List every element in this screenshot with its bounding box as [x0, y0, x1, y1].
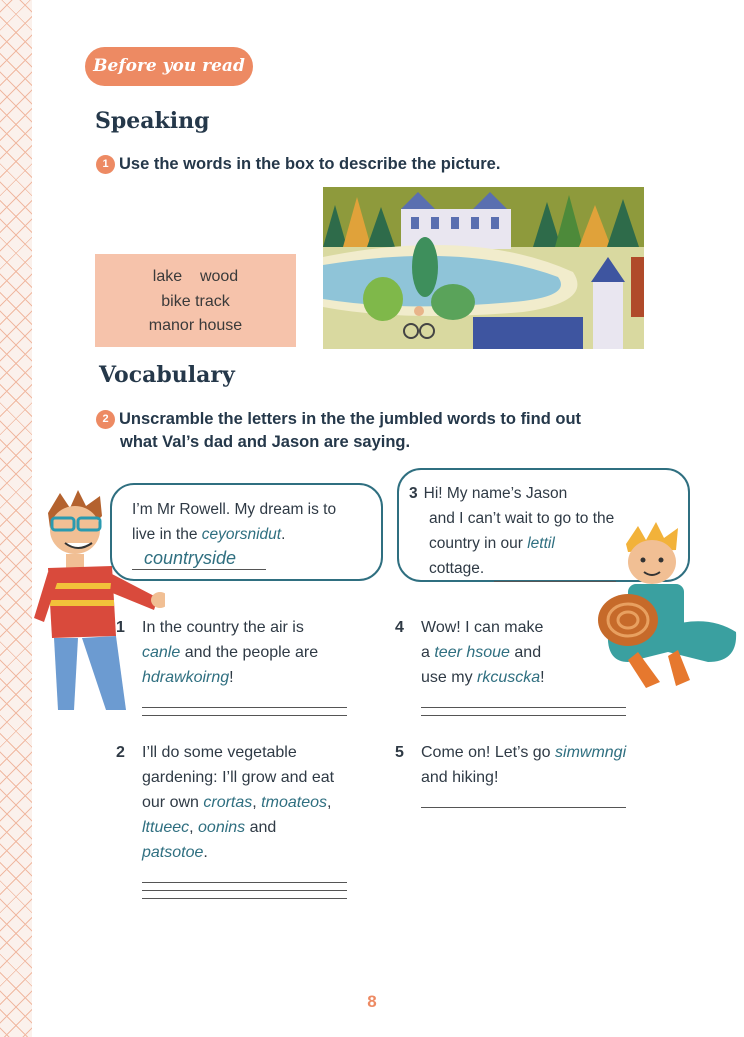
answer-line [142, 882, 347, 883]
jumbled-word: crortas [203, 794, 253, 811]
jumbled-word: lettil [527, 535, 555, 552]
exercise-text: gardening: I’ll grow and eat [142, 769, 335, 786]
speaking-instruction [96, 153, 500, 176]
word-item: manor house [148, 317, 243, 334]
bubble-text-line2: and I can’t wait to go to the [429, 510, 615, 527]
section-banner: Before you read [85, 47, 253, 86]
exercise-text: ! [229, 669, 234, 686]
exercise-5 [395, 740, 627, 815]
bubble-text-line4: cottage. [429, 560, 485, 577]
exercise-text: . [203, 844, 208, 861]
answer-line [421, 715, 626, 716]
instruction-text: Use the words in the box to describe the picture. [119, 155, 501, 173]
decorative-side-border [0, 0, 32, 1037]
exercise-number: 5 [395, 744, 404, 761]
jumbled-word: teer hsoue [434, 644, 510, 661]
exercise-text: and the people are [180, 644, 319, 661]
jumbled-word: simwmngi [555, 744, 627, 761]
bubble-text-line1: I’m Mr Rowell. My dream is to [132, 501, 337, 518]
jumbled-word: patsotoe [142, 844, 204, 861]
jumbled-word: ceyorsnidut [201, 526, 282, 543]
word-box [95, 254, 296, 347]
exercise-text: and [509, 644, 542, 661]
exercise-number: 2 [116, 744, 125, 761]
instruction-number-badge: 1 [96, 155, 115, 174]
jumbled-word: hdrawkoirng [142, 669, 230, 686]
bubble-text-line1: Hi! My name’s Jason [423, 485, 568, 502]
exercise-text: our own [142, 794, 204, 811]
exercise-text: and hiking! [421, 769, 499, 786]
exercise-number: 3 [409, 485, 418, 502]
exercise-text: Come on! Let’s go [421, 744, 556, 761]
exercise-text: a [421, 644, 435, 661]
exercise-text: ! [540, 669, 545, 686]
exercise-text: use my [421, 669, 478, 686]
answer-line [421, 707, 626, 708]
exercise-2 [116, 740, 347, 906]
exercise-text: Wow! I can make [421, 619, 544, 636]
exercise-text: and [245, 819, 277, 836]
exercise-number: 4 [395, 619, 404, 636]
jumbled-word: canle [142, 644, 181, 661]
vocabulary-instruction [96, 408, 581, 454]
instruction-text-line1: Unscramble the letters in the the jumbled words to find out [119, 410, 582, 428]
answer-line [142, 890, 347, 891]
word-item: wood [199, 268, 239, 285]
speech-bubble-mr-rowell [110, 483, 383, 581]
answer-line [142, 898, 347, 899]
jumbled-word: oonins [198, 819, 246, 836]
speaking-heading: Speaking [95, 108, 210, 134]
jumbled-word: rkcuscka [477, 669, 541, 686]
bubble-text-line2: live in the [132, 526, 202, 543]
manor-house-illustration [323, 187, 644, 349]
exercise-4 [395, 615, 626, 723]
answer-line [421, 807, 626, 808]
exercise-text: , [326, 794, 332, 811]
exercise-1 [116, 615, 347, 723]
vocabulary-heading: Vocabulary [99, 362, 235, 388]
exercise-number: 1 [116, 619, 125, 636]
exercise-text: In the country the air is [142, 619, 304, 636]
jumbled-word: lttueec [142, 819, 190, 836]
answer-line [142, 715, 347, 716]
exercise-text: , [252, 794, 262, 811]
handwritten-answer: countryside [144, 548, 237, 568]
jumbled-word: tmoateos [261, 794, 327, 811]
bubble-text-line3: country in our [429, 535, 528, 552]
page-number: 8 [367, 992, 377, 1011]
word-item: lake [152, 268, 183, 285]
answer-line [142, 707, 347, 708]
word-item: bike track [161, 292, 230, 310]
bubble-text-punct: . [281, 526, 286, 543]
exercise-text: I’ll do some vegetable [142, 744, 297, 761]
instruction-number-badge: 2 [96, 410, 115, 429]
exercise-text: , [189, 819, 199, 836]
instruction-text-line2: what Val’s dad and Jason are saying. [120, 433, 411, 451]
